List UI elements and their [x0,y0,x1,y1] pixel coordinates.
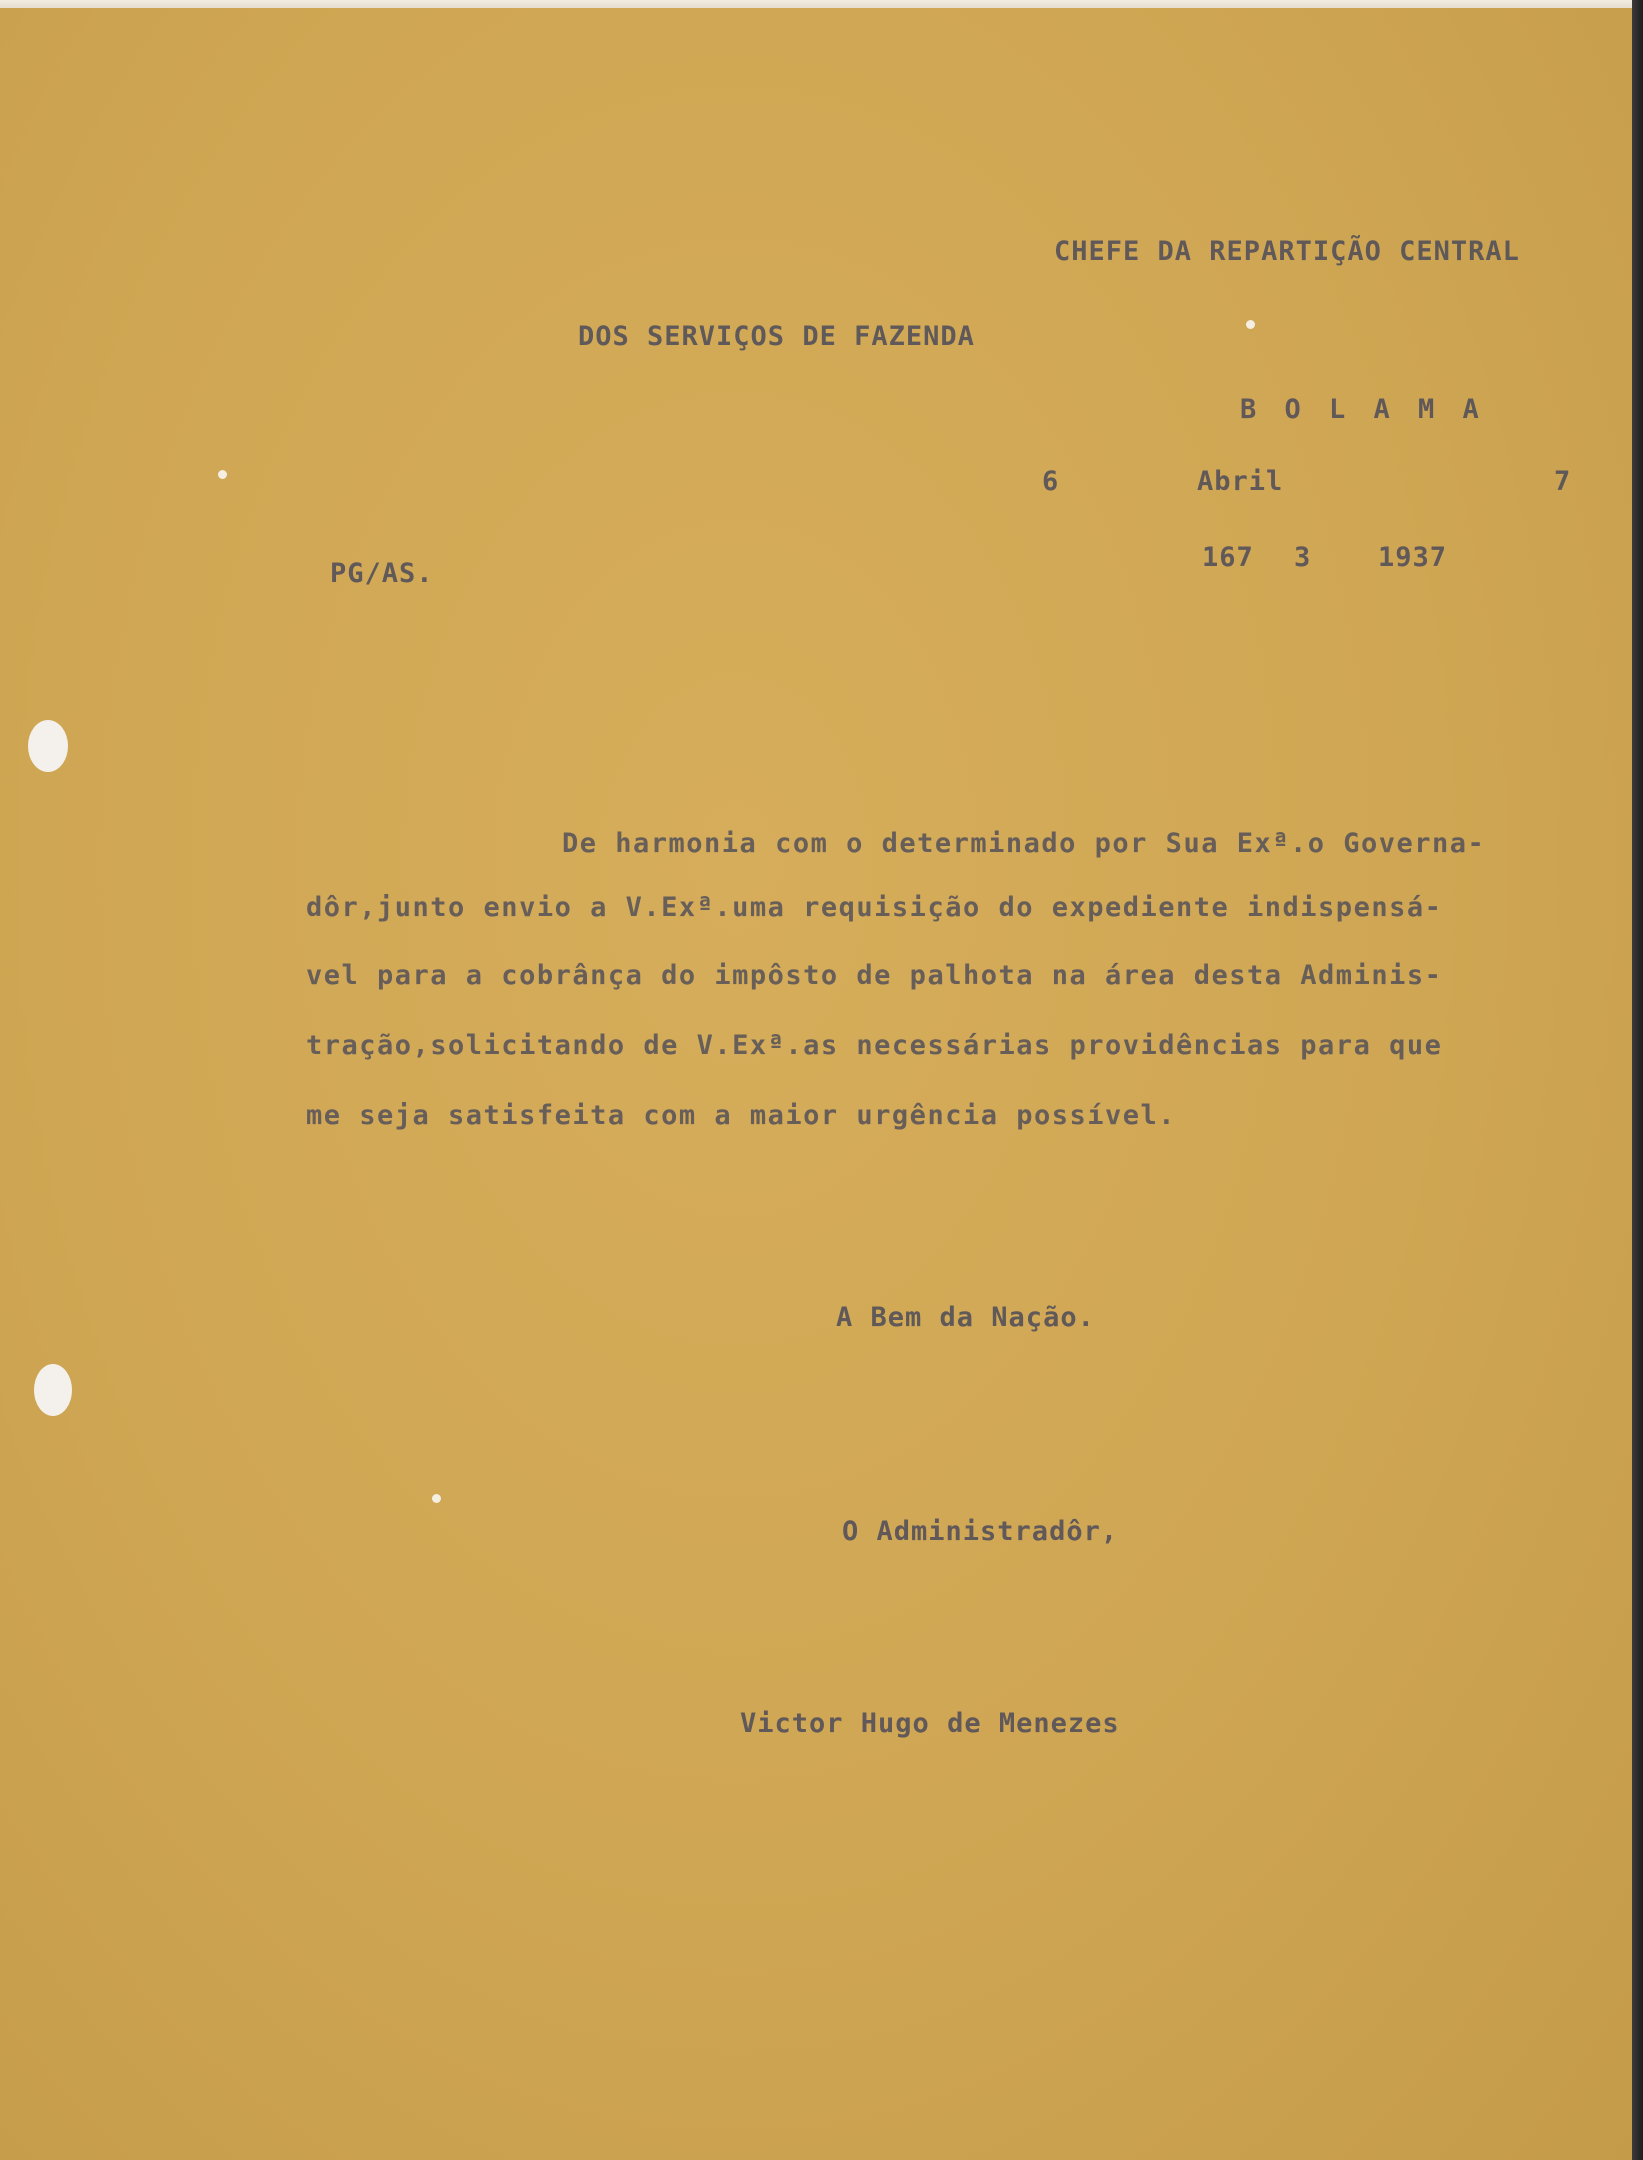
body-line: tração,solicitando de V.Exª.as necessárias providências para que [306,1030,1443,1061]
body-line: me seja satisfeita com a maior urgência possível. [306,1100,1177,1131]
reference-number: 167 [1202,542,1254,573]
addressee-line-1: CHEFE DA REPARTIÇÃO CENTRAL [1054,236,1520,267]
paper-speck [218,470,227,479]
paper-speck [1246,320,1255,329]
body-line: vel para a cobrânça do impôsto de palhota na área desta Adminis- [306,960,1443,991]
reference-right-number: 7 [1554,466,1572,497]
reference-code: PG/AS. [330,558,434,589]
date-day: 6 [1042,466,1060,497]
closing-salutation: A Bem da Nação. [836,1302,1095,1333]
punch-hole [34,1364,72,1416]
paper-speck [432,1494,441,1503]
closing-title: O Administradôr, [842,1516,1119,1547]
place-name: B O L A M A [1240,394,1485,425]
body-line: dôr,junto envio a V.Exª.uma requisição do expediente indispensá- [306,892,1443,923]
date-month: Abril [1197,466,1284,497]
punch-hole [28,720,68,772]
reference-year: 1937 [1378,542,1448,573]
scan-right-edge [1632,0,1643,2160]
addressee-line-2: DOS SERVIÇOS DE FAZENDA [578,321,975,352]
signatory-name: Victor Hugo de Menezes [740,1708,1120,1739]
letter-page [0,8,1636,2160]
reference-series: 3 [1294,542,1312,573]
body-line: De harmonia com o determinado por Sua Exª.o Governa- [562,828,1486,859]
